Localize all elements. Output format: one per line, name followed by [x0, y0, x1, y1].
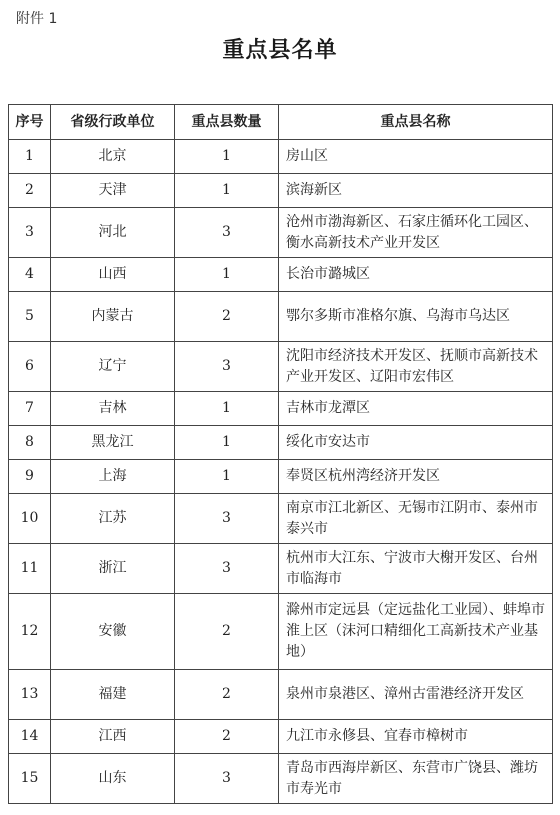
table-row [9, 392, 553, 426]
cell-county-names: 绥化市安达市 [279, 426, 553, 460]
cell-serial: 7 [9, 392, 51, 426]
header-count: 重点县数量 [175, 105, 279, 140]
annex-label: 附件 1 [16, 11, 58, 27]
table-row [9, 494, 553, 544]
cell-county-names: 滁州市定远县（定远盐化工业园）、蚌埠市淮上区（沫河口精细化工高新技术产业基地） [279, 594, 553, 670]
cell-count: 2 [175, 594, 279, 670]
header-county-names: 重点县名称 [279, 105, 553, 140]
cell-county-names: 房山区 [279, 140, 553, 174]
cell-province: 山西 [51, 258, 175, 292]
table-row [9, 544, 553, 594]
cell-count: 3 [175, 342, 279, 392]
cell-province: 安徽 [51, 594, 175, 670]
cell-count: 3 [175, 208, 279, 258]
cell-province: 山东 [51, 754, 175, 804]
header-serial: 序号 [9, 105, 51, 140]
cell-serial: 14 [9, 720, 51, 754]
cell-county-names: 杭州市大江东、宁波市大榭开发区、台州市临海市 [279, 544, 553, 594]
table-row [9, 460, 553, 494]
header-province: 省级行政单位 [51, 105, 175, 140]
cell-count: 2 [175, 292, 279, 342]
cell-county-names: 长治市潞城区 [279, 258, 553, 292]
cell-count: 3 [175, 754, 279, 804]
cell-count: 3 [175, 544, 279, 594]
table-header-row [9, 105, 553, 140]
cell-county-names: 奉贤区杭州湾经济开发区 [279, 460, 553, 494]
table-row [9, 594, 553, 670]
cell-serial: 11 [9, 544, 51, 594]
cell-province: 内蒙古 [51, 292, 175, 342]
cell-count: 1 [175, 140, 279, 174]
cell-county-names: 青岛市西海岸新区、东营市广饶县、潍坊市寿光市 [279, 754, 553, 804]
cell-county-names: 鄂尔多斯市准格尔旗、乌海市乌达区 [279, 292, 553, 342]
cell-province: 辽宁 [51, 342, 175, 392]
cell-count: 1 [175, 258, 279, 292]
table-row [9, 208, 553, 258]
cell-province: 福建 [51, 670, 175, 720]
cell-count: 3 [175, 494, 279, 544]
cell-province: 江苏 [51, 494, 175, 544]
cell-serial: 8 [9, 426, 51, 460]
cell-county-names: 吉林市龙潭区 [279, 392, 553, 426]
cell-count: 2 [175, 720, 279, 754]
cell-county-names: 九江市永修县、宜春市樟树市 [279, 720, 553, 754]
cell-province: 江西 [51, 720, 175, 754]
cell-count: 1 [175, 460, 279, 494]
cell-province: 天津 [51, 174, 175, 208]
cell-serial: 5 [9, 292, 51, 342]
cell-serial: 4 [9, 258, 51, 292]
cell-count: 1 [175, 426, 279, 460]
table-row [9, 292, 553, 342]
cell-serial: 6 [9, 342, 51, 392]
cell-serial: 3 [9, 208, 51, 258]
table-row [9, 670, 553, 720]
cell-province: 北京 [51, 140, 175, 174]
cell-province: 上海 [51, 460, 175, 494]
cell-count: 1 [175, 392, 279, 426]
cell-serial: 1 [9, 140, 51, 174]
cell-serial: 12 [9, 594, 51, 670]
cell-province: 河北 [51, 208, 175, 258]
cell-count: 1 [175, 174, 279, 208]
cell-county-names: 南京市江北新区、无锡市江阴市、泰州市泰兴市 [279, 494, 553, 544]
cell-county-names: 沧州市渤海新区、石家庄循环化工园区、衡水高新技术产业开发区 [279, 208, 553, 258]
cell-serial: 10 [9, 494, 51, 544]
cell-province: 吉林 [51, 392, 175, 426]
document-title: 重点县名单 [222, 38, 338, 63]
cell-serial: 15 [9, 754, 51, 804]
key-county-table [8, 104, 553, 804]
cell-serial: 9 [9, 460, 51, 494]
table-row [9, 258, 553, 292]
table-row [9, 140, 553, 174]
table-row [9, 342, 553, 392]
cell-province: 黑龙江 [51, 426, 175, 460]
table-row [9, 174, 553, 208]
cell-county-names: 泉州市泉港区、漳州古雷港经济开发区 [279, 670, 553, 720]
table-row [9, 754, 553, 804]
cell-serial: 2 [9, 174, 51, 208]
cell-province: 浙江 [51, 544, 175, 594]
cell-count: 2 [175, 670, 279, 720]
cell-county-names: 沈阳市经济技术开发区、抚顺市高新技术产业开发区、辽阳市宏伟区 [279, 342, 553, 392]
cell-county-names: 滨海新区 [279, 174, 553, 208]
table-row [9, 426, 553, 460]
table-row [9, 720, 553, 754]
cell-serial: 13 [9, 670, 51, 720]
